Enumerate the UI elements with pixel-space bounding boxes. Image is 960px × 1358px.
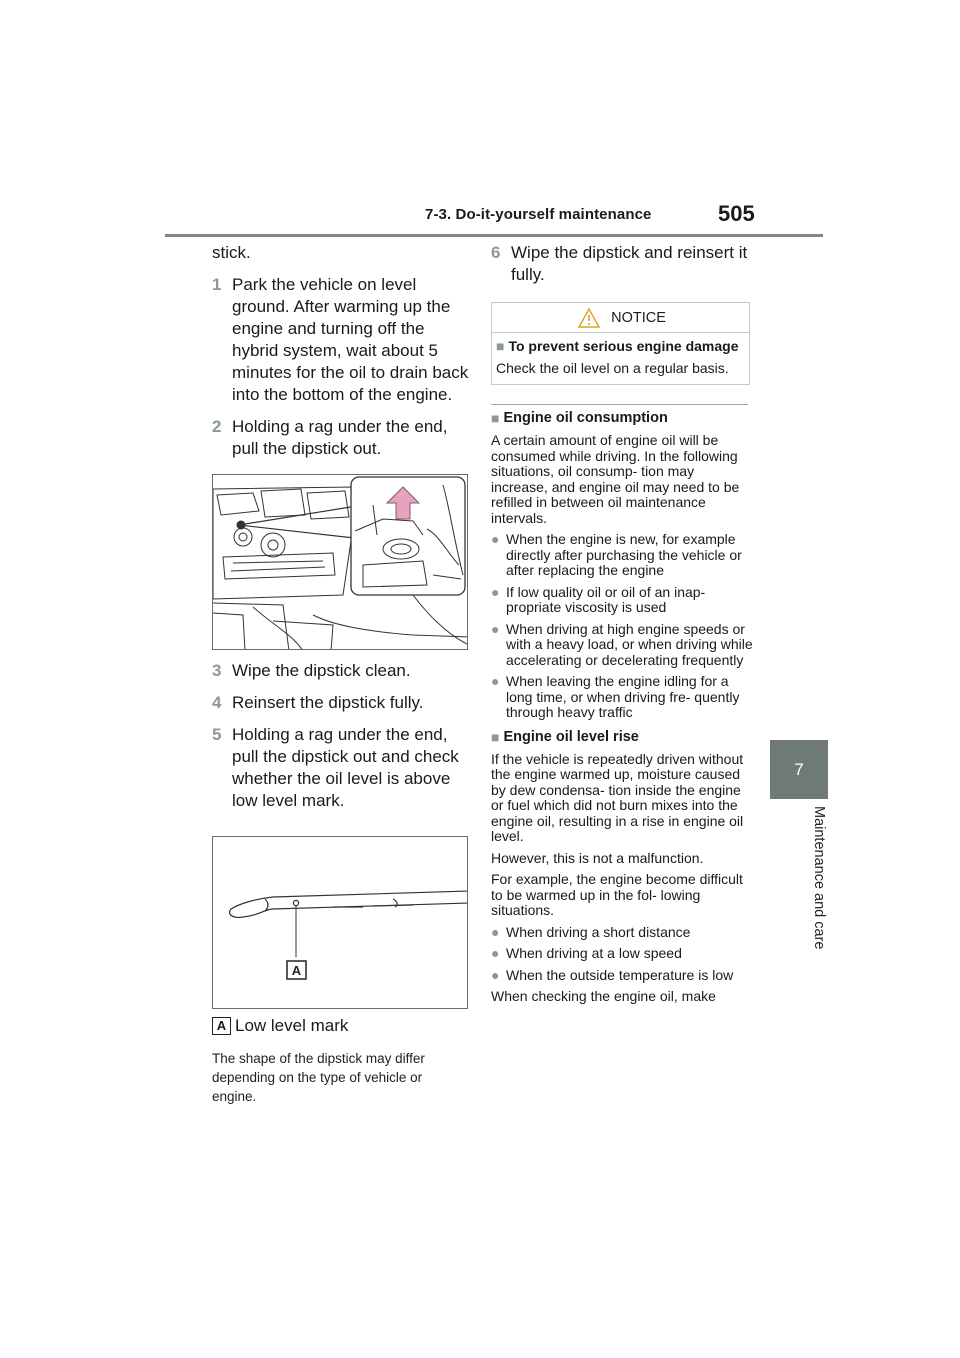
list-item <box>491 674 753 721</box>
square-bullet-icon: ■ <box>496 338 505 354</box>
figure-marker-a: A <box>291 963 302 978</box>
engine-bay-drawing <box>213 475 468 650</box>
step-text: Wipe the dipstick and reinsert it fully. <box>511 243 748 284</box>
step-6 <box>491 242 753 286</box>
step-text: Reinsert the dipstick fully. <box>232 693 424 712</box>
step-text: Holding a rag under the end, pull the dipstick out and check whether the oil level is above low level mark. <box>232 725 459 810</box>
square-bullet-icon: ■ <box>491 410 500 426</box>
circle-bullet-icon: ● <box>491 673 500 689</box>
square-bullet-icon: ■ <box>491 728 500 745</box>
list-item <box>491 968 753 984</box>
section-title: Engine oil consumption <box>503 410 668 426</box>
notice-subtitle <box>496 338 743 354</box>
notice-title: NOTICE <box>611 309 666 326</box>
list-item <box>491 925 753 941</box>
section-oil-consumption <box>491 410 753 427</box>
list-item-text: When driving at a low speed <box>506 945 682 961</box>
continuation-text: stick. <box>212 243 251 262</box>
dipstick-illustration <box>212 836 468 1009</box>
list-item-text: When the outside temperature is low <box>506 966 734 983</box>
legend-low-level-mark <box>212 1015 470 1037</box>
step-number: 3 <box>212 661 222 680</box>
legend-text: Low level mark <box>235 1016 349 1035</box>
step-number: 5 <box>212 725 222 744</box>
notice-box <box>491 302 750 385</box>
section-title: Engine oil level rise <box>503 728 639 745</box>
header-rule <box>165 234 823 237</box>
header-title: 7-3. Do-it-yourself maintenance <box>425 206 652 223</box>
right-column <box>491 242 753 1005</box>
step-number: 1 <box>212 275 222 294</box>
notice-text: Check the oil level on a regular basis. <box>496 360 729 376</box>
list-item-text: When the engine is new, for example directly after purchasing the vehicle or after replacing the engine <box>506 531 742 578</box>
notice-header <box>492 303 749 333</box>
dipstick-drawing <box>213 837 468 1009</box>
step-text: Holding a rag under the end, pull the dipstick out. <box>232 417 448 458</box>
notice-body <box>492 333 749 384</box>
legend-marker: A <box>212 1017 231 1035</box>
step-4 <box>212 692 470 714</box>
step-1 <box>212 274 470 406</box>
trailing-text: When checking the engine oil, make <box>491 988 716 1004</box>
step-text: Wipe the dipstick clean. <box>232 661 411 680</box>
shape-note: The shape of the dipstick may differ depending on the type of vehicle or engine. <box>212 1051 425 1104</box>
circle-bullet-icon: ● <box>491 620 500 637</box>
level-rise-text: For example, the engine become difficult to be warmed up in the fol- lowing situations. <box>491 871 743 918</box>
step-5 <box>212 724 470 812</box>
level-rise-text: However, this is not a malfunction. <box>491 849 704 866</box>
list-item <box>491 585 753 616</box>
page-number: 505 <box>718 201 755 226</box>
circle-bullet-icon: ● <box>491 583 500 600</box>
step-number: 4 <box>212 693 222 712</box>
section-oil-level-rise <box>491 729 753 746</box>
list-item <box>491 532 753 579</box>
list-item <box>491 946 753 962</box>
warning-triangle-icon <box>578 308 600 328</box>
chapter-title-vertical: Maintenance and care <box>811 806 827 950</box>
step-text: Park the vehicle on level ground. After warming up the engine and turning off the hybrid system, wait about 5 minutes for the oil to drain back into the bottom of the engine. <box>232 275 469 404</box>
circle-bullet-icon: ● <box>491 945 500 961</box>
left-column <box>212 242 470 1106</box>
list-item-text: When leaving the engine idling for a long time, or when driving fre- quently through heavy traffic <box>506 673 740 720</box>
list-item-text: When driving a short distance <box>506 923 691 940</box>
circle-bullet-icon: ● <box>491 531 500 547</box>
list-item-text: When driving at high engine speeds or with a heavy load, or when driving while accelerating or decelerating frequently <box>506 620 753 668</box>
step-2 <box>212 416 470 460</box>
step-3 <box>212 660 470 682</box>
step-number: 6 <box>491 243 501 262</box>
list-item <box>491 622 753 669</box>
step-number: 2 <box>212 417 222 436</box>
section-divider <box>491 404 748 405</box>
circle-bullet-icon: ● <box>491 966 500 983</box>
engine-bay-illustration <box>212 474 468 650</box>
level-rise-text: If the vehicle is repeatedly driven without the engine warmed up, moisture caused by dew condensa- tion inside the engine or fuel which did not burn mixes into the engine oil, resulting in a rise in engine oil level. <box>491 750 744 844</box>
chapter-tab: 7 <box>770 740 828 799</box>
list-item-text: If low quality oil or oil of an inap- propriate viscosity is used <box>506 583 706 615</box>
circle-bullet-icon: ● <box>491 923 500 940</box>
notice-subtitle-text: To prevent serious engine damage <box>508 338 739 354</box>
consumption-text: A certain amount of engine oil will be consumed while driving. In the following situations, oil consump- tion may increase, and engine oil may need to be refilled in between oil maintenance intervals. <box>491 432 740 526</box>
